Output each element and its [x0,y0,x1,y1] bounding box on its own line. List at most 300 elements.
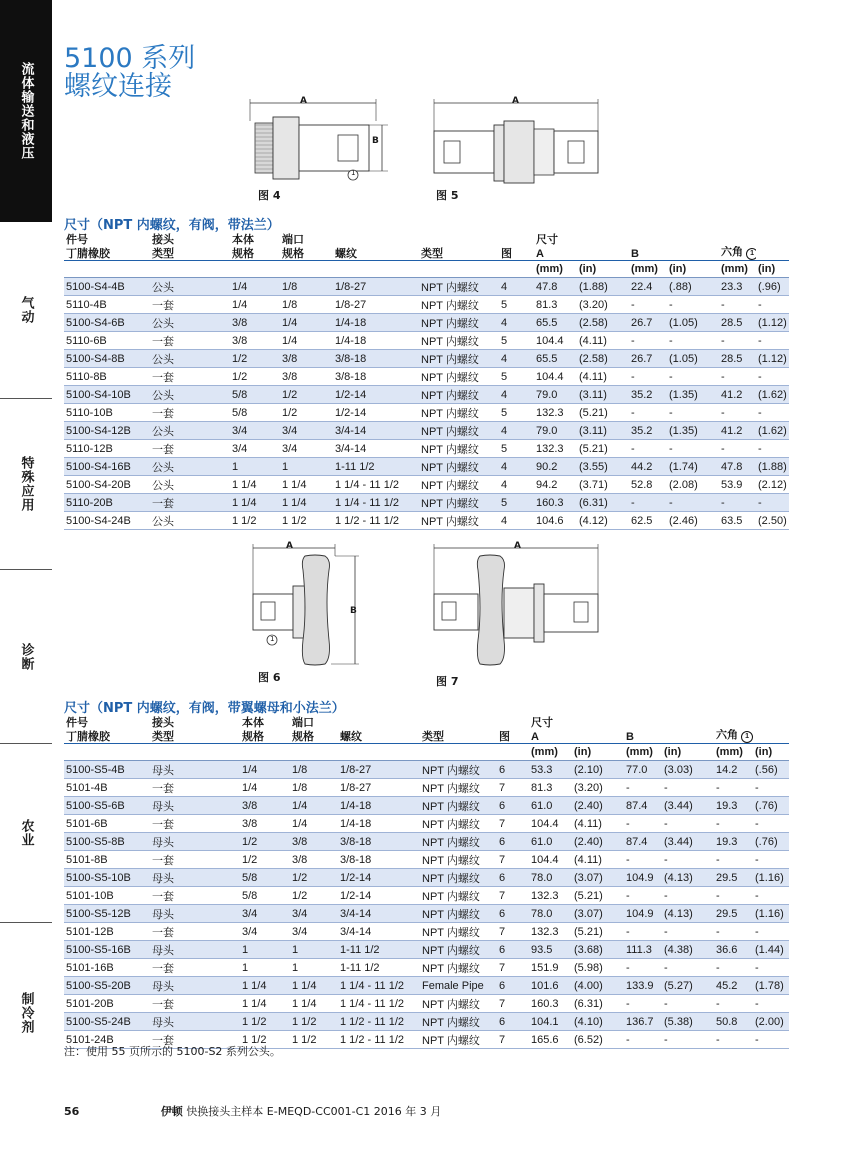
cell-b-in: - [669,406,673,419]
cell-hex-in: (1.16) [753,869,789,887]
sidebar-tab-label: 特殊应用 [18,456,34,512]
cell-b-mm: - [629,494,667,512]
cell-hex-in: (1.44) [753,941,789,959]
cell-hex-in: - [755,961,759,974]
cell-a-mm: 160.3 [534,494,577,512]
cell-thread: 3/4-14 [333,422,419,440]
cell-hex-mm: - [719,494,756,512]
cell-a-mm: 101.6 [529,977,572,995]
cell-body-size: 1 1/2 [242,1033,267,1046]
cell-b-mm: 35.2 [629,386,667,404]
header-port: 端口 [292,717,314,729]
cell-thread-type: NPT 内螺纹 [419,494,499,512]
cell-thread-type: NPT 内螺纹 [419,458,499,476]
cell-port-size: 1/2 [282,406,298,419]
cell-port-size: 3/8 [282,370,298,383]
table-row [64,779,789,797]
cell-a-in: (6.31) [577,494,629,512]
cell-thread-type: NPT 内螺纹 [420,941,497,959]
cell-thread-type: NPT 内螺纹 [420,833,497,851]
cell-part-number: 5110-4B [66,298,107,311]
header-body-sub: 规格 [242,731,264,743]
cell-coupling-type: 一套 [152,443,174,456]
cell-coupling-type: 母头 [150,941,240,959]
unit-mm: (mm) [531,746,558,758]
cell-part-number: 5101-6B [66,817,108,830]
cell-a-mm: 90.2 [534,458,577,476]
cell-coupling-type: 一套 [152,926,174,939]
fig5-dim-a: A [512,96,519,106]
cell-figure: 6 [497,869,529,887]
cell-port-size: 3/4 [282,442,298,455]
cell-figure: 7 [499,853,506,866]
cell-thread: 1 1/2 - 11 1/2 [335,514,400,527]
cell-hex-in: - [755,997,759,1010]
cell-part-number: 5101-10B [66,889,114,902]
cell-b-mm: 35.2 [629,422,667,440]
unit-in: (in) [758,263,776,275]
table-row [64,851,789,869]
table-row [64,887,789,905]
cell-figure: 6 [497,761,529,779]
cell-body-size: 5/8 [230,386,280,404]
cell-b-mm: 136.7 [624,1013,662,1031]
cell-body-size: 1 [242,961,249,974]
unit-mm: (mm) [536,263,563,275]
table-row [64,869,789,887]
table-row [64,941,789,959]
cell-figure: 7 [499,925,506,938]
cell-part-number: 5100-S4-24B [66,514,131,527]
cell-thread-type: NPT 内螺纹 [419,278,499,296]
cell-a-in: (6.52) [574,1033,603,1046]
cell-b-mm: - [626,817,630,830]
cell-coupling-type: 母头 [150,833,240,851]
cell-coupling-type: 公头 [150,422,230,440]
sidebar-tab-label: 制冷剂 [18,992,34,1034]
cell-thread-type: NPT 内螺纹 [422,854,480,867]
cell-hex-in: - [758,442,762,455]
cell-hex-in: (1.78) [753,977,789,995]
header-size: 尺寸 [531,717,553,729]
header-port-sub: 规格 [292,731,314,743]
header-part-material: 丁腈橡胶 [66,248,110,260]
cell-thread: 1/8-27 [338,761,420,779]
cell-coupling-type: 公头 [150,386,230,404]
header-type-sub: 类型 [152,731,174,743]
table-units-row [64,744,789,761]
header-body-sub: 规格 [232,248,254,260]
cell-port-size: 1/4 [282,334,298,347]
cell-coupling-type: 一套 [152,890,174,903]
cell-coupling-type: 一套 [152,371,174,384]
page-number: 56 [64,1105,80,1118]
table-row [64,815,789,833]
fig4-dim-b: B [372,136,379,146]
cell-port-size: 1/2 [290,869,338,887]
cell-hex-mm: 23.3 [719,278,756,296]
cell-a-mm: 104.1 [529,1013,572,1031]
cell-thread: 1/4-18 [338,797,420,815]
cell-thread-type: NPT 内螺纹 [419,386,499,404]
cell-body-size: 1/2 [242,853,258,866]
cell-b-in: (.88) [667,278,719,296]
cell-figure: 7 [499,889,506,902]
cell-coupling-type: 母头 [150,869,240,887]
cell-b-mm: 87.4 [624,833,662,851]
cell-thread: 1/2-14 [333,386,419,404]
cell-a-mm: 79.0 [534,422,577,440]
cell-hex-in: - [755,781,759,794]
dimension-table-2 [64,716,789,1049]
cell-b-mm: 62.5 [631,514,653,527]
cell-b-mm: - [626,997,630,1010]
cell-b-in: (3.03) [662,761,714,779]
cell-thread: 1/2-14 [340,889,372,902]
cell-coupling-type: 公头 [150,458,230,476]
cell-part-number: 5100-S4-6B [64,314,150,332]
header-type: 接头 [152,717,174,729]
cell-thread: 1/4-18 [340,817,372,830]
cell-thread-type: NPT 内螺纹 [420,1013,497,1031]
cell-a-in: (5.21) [574,889,603,902]
unit-in: (in) [755,746,773,758]
cell-port-size: 1 1/4 [280,494,333,512]
cell-hex-mm: - [716,925,720,938]
cell-thread-type: NPT 内螺纹 [420,869,497,887]
cell-b-in: (4.13) [662,869,714,887]
cell-part-number: 5100-S5-10B [64,869,150,887]
cell-thread: 1/2-14 [335,406,367,419]
unit-mm: (mm) [721,263,748,275]
cell-coupling-type: 母头 [150,905,240,923]
cell-coupling-type: 一套 [152,818,174,831]
header-thread: 螺纹 [335,248,357,260]
cell-thread: 3/4-14 [335,442,367,455]
cell-part-number: 5100-S5-20B [64,977,150,995]
cell-thread-type: NPT 内螺纹 [421,371,479,384]
fig4-dim-a: A [300,96,307,106]
figure-5-caption: 图 5 [436,189,459,202]
cell-body-size: 3/4 [242,925,258,938]
cell-hex-mm: - [716,817,720,830]
cell-hex-in: (.76) [753,833,789,851]
sidebar-tab-agriculture[interactable] [0,744,52,922]
cell-a-in: (3.55) [577,458,629,476]
cell-b-in: - [664,781,668,794]
cell-thread-type: NPT 内螺纹 [422,962,480,975]
cell-a-mm: 79.0 [534,386,577,404]
footer-brand: 伊顿 [160,1105,183,1118]
cell-b-mm: 52.8 [631,478,653,491]
cell-b-in: - [669,442,673,455]
cell-part-number: 5101-20B [66,997,114,1010]
unit-in: (in) [669,263,687,275]
cell-hex-in: (1.88) [756,458,789,476]
cell-b-in: (1.05) [667,314,719,332]
cell-coupling-type: 公头 [152,479,174,492]
cell-thread: 1 1/2 - 11 1/2 [340,1033,405,1046]
cell-figure: 5 [501,442,508,455]
table-row [64,314,789,332]
cell-b-mm: 26.7 [629,314,667,332]
cell-thread: 3/4-14 [338,905,420,923]
cell-a-mm: 81.3 [536,298,558,311]
cell-thread: 1-11 1/2 [333,458,419,476]
cell-hex-mm: 28.5 [719,350,756,368]
table-header-row [64,246,789,261]
table-row [64,350,789,368]
cell-a-mm: 61.0 [529,833,572,851]
cell-a-in: (3.11) [577,386,629,404]
cell-port-size: 1/4 [290,797,338,815]
cell-thread: 3/8-18 [338,833,420,851]
cell-body-size: 1/4 [240,761,290,779]
sidebar-tab-special[interactable] [0,399,52,569]
unit-mm: (mm) [716,746,743,758]
cell-b-in: (5.38) [662,1013,714,1031]
page-title: 5100 系列 [64,43,196,74]
cell-b-in: - [664,853,668,866]
cell-figure: 4 [499,458,534,476]
cell-a-in: (2.58) [577,350,629,368]
cell-hex-mm: - [716,781,720,794]
header-hex: 六角 1 [719,246,756,261]
header-size: 尺寸 [536,234,558,246]
figure-6-caption: 图 6 [258,671,281,684]
cell-coupling-type: 一套 [152,407,174,420]
cell-hex-in: (2.12) [758,478,787,491]
cell-figure: 4 [499,422,534,440]
cell-hex-in: - [758,334,762,347]
cell-part-number: 5100-S5-4B [64,761,150,779]
cell-figure: 5 [501,334,508,347]
cell-thread-type: NPT 内螺纹 [422,1034,480,1047]
table-units-row [64,261,789,278]
cell-hex-in: - [755,853,759,866]
table-row [64,458,789,476]
cell-hex-mm: - [716,1033,720,1046]
cell-a-mm: 78.0 [529,869,572,887]
cell-hex-mm: 47.8 [719,458,756,476]
cell-body-size: 1 1/4 [232,478,257,491]
header-fig: 图 [501,248,512,260]
cell-b-mm: - [626,925,630,938]
cell-body-size: 1/4 [242,781,258,794]
cell-a-in: (2.58) [577,314,629,332]
cell-a-in: (4.11) [579,370,607,383]
footnote: 注：使用 55 页所示的 5100-S2 系列公头。 [64,1045,281,1058]
cell-a-mm: 151.9 [531,961,559,974]
cell-b-mm: - [631,370,635,383]
cell-hex-in: (1.12) [756,314,789,332]
cell-figure: 4 [501,514,508,527]
figure-7-drawing [428,540,608,670]
cell-hex-mm: - [721,442,725,455]
cell-a-mm: 94.2 [536,478,558,491]
table-body [64,278,789,530]
cell-hex-in: - [758,406,762,419]
cell-a-mm: 104.4 [531,853,559,866]
sidebar-tab-fluid-hydraulic[interactable] [0,0,52,222]
cell-figure: 6 [497,977,529,995]
cell-thread-type: NPT 内螺纹 [419,314,499,332]
cell-a-mm: 81.3 [531,781,553,794]
cell-a-mm: 132.3 [531,925,559,938]
header-body: 本体 [232,234,254,246]
cell-b-in: (4.13) [662,905,714,923]
page-footer [64,1103,441,1119]
cell-coupling-type: 一套 [152,335,174,348]
cell-a-in: (3.20) [579,298,608,311]
cell-body-size: 3/4 [230,422,280,440]
cell-body-size: 3/8 [232,334,248,347]
cell-a-in: (3.20) [574,781,603,794]
cell-b-in: - [664,961,668,974]
cell-thread: 1/8-27 [335,298,367,311]
cell-thread: 1-11 1/2 [340,961,380,974]
unit-mm: (mm) [631,263,658,275]
cell-b-mm: 104.9 [624,905,662,923]
cell-thread-type: NPT 内螺纹 [422,926,480,939]
cell-port-size: 1 [280,458,333,476]
table-row [64,512,789,530]
cell-part-number: 5100-S4-10B [64,386,150,404]
cell-hex-mm: - [721,406,725,419]
cell-a-mm: 165.6 [531,1033,559,1046]
cell-hex-mm: 14.2 [714,761,753,779]
cell-body-size: 5/8 [232,406,248,419]
table-row [64,278,789,296]
cell-b-in: - [669,298,673,311]
cell-hex-in: (2.00) [753,1013,789,1031]
cell-a-mm: 53.3 [529,761,572,779]
cell-b-in: (1.05) [667,350,719,368]
cell-b-in: (1.35) [667,386,719,404]
cell-a-in: (4.11) [574,817,602,830]
cell-part-number: 5110-20B [64,494,150,512]
cell-port-size: 3/4 [290,905,338,923]
cell-b-mm: - [631,334,635,347]
cell-coupling-type: 一套 [152,1034,174,1047]
header-a: A [531,731,539,743]
cell-b-in: - [664,997,668,1010]
cell-body-size: 1/2 [240,833,290,851]
cell-a-mm: 104.4 [531,817,559,830]
cell-body-size: 5/8 [242,889,258,902]
cell-hex-in: (1.62) [756,422,789,440]
cell-hex-in: - [758,370,762,383]
cell-b-in: (5.27) [662,977,714,995]
cell-a-in: (2.40) [572,833,624,851]
cell-hex-mm: 63.5 [721,514,743,527]
table-row [64,797,789,815]
header-body: 本体 [242,717,264,729]
cell-figure: 7 [499,1033,506,1046]
cell-hex-mm: 28.5 [719,314,756,332]
cell-a-mm: 65.5 [534,350,577,368]
figure-4-caption: 图 4 [258,189,281,202]
figure-7-caption: 图 7 [436,675,459,688]
cell-thread-type: NPT 内螺纹 [419,422,499,440]
cell-a-mm: 132.3 [531,889,559,902]
cell-thread: 1/4-18 [335,334,367,347]
header-kind: 类型 [422,731,444,743]
cell-thread-type: NPT 内螺纹 [421,479,479,492]
cell-hex-in: (1.16) [753,905,789,923]
cell-coupling-type: 一套 [152,962,174,975]
cell-port-size: 1 [292,961,299,974]
cell-coupling-type: 公头 [152,515,174,528]
cell-a-in: (4.12) [579,514,608,527]
cell-coupling-type: 一套 [152,782,174,795]
cell-hex-in: (.76) [753,797,789,815]
cell-thread: 3/8-18 [333,350,419,368]
cell-b-in: - [667,494,719,512]
cell-thread-type: NPT 内螺纹 [422,818,480,831]
cell-port-size: 1 1/2 [290,1013,338,1031]
dimension-table-1 [64,233,789,530]
hex-callout-icon: 1 [741,731,753,743]
unit-in: (in) [664,746,682,758]
cell-figure: 5 [501,370,508,383]
sidebar-tab-label: 诊断 [18,642,34,671]
cell-b-mm: - [626,889,630,902]
cell-a-mm: 78.0 [529,905,572,923]
table-row [64,959,789,977]
table-header-row [64,716,789,729]
cell-body-size: 1 [230,458,280,476]
cell-port-size: 3/4 [280,422,333,440]
cell-part-number: 5110-8B [66,370,107,383]
cell-part-number: 5110-6B [66,334,107,347]
sidebar-tab-refrigerant[interactable] [0,923,52,1103]
sidebar-tab-pneumatic[interactable] [0,222,52,398]
page-subtitle: 螺纹连接 [64,71,172,102]
cell-port-size: 1 [290,941,338,959]
cell-hex-mm: 53.9 [721,478,743,491]
cell-b-mm: - [626,781,630,794]
cell-hex-in: - [755,1033,759,1046]
table-row [64,440,789,458]
cell-thread-type: NPT 内螺纹 [419,350,499,368]
cell-figure: 4 [499,386,534,404]
cell-port-size: 1 1/4 [282,478,307,491]
cell-figure: 4 [499,350,534,368]
header-b: B [631,248,639,260]
cell-thread: 1/8-27 [340,781,372,794]
cell-body-size: 3/8 [240,797,290,815]
cell-b-mm: 22.4 [629,278,667,296]
table-row [64,332,789,350]
cell-thread-type: NPT 内螺纹 [421,443,479,456]
cell-thread-type: Female Pipe [420,977,497,995]
header-part-material: 丁腈橡胶 [66,731,110,743]
cell-figure: 4 [499,314,534,332]
cell-thread-type: NPT 内螺纹 [421,515,479,528]
cell-coupling-type: 公头 [150,350,230,368]
cell-coupling-type: 母头 [150,797,240,815]
cell-figure: 7 [499,817,506,830]
cell-b-mm: 111.3 [624,941,662,959]
section-2-heading: 尺寸（NPT 内螺纹，有阀，带翼螺母和小法兰） [64,701,345,716]
header-type: 接头 [152,234,174,246]
header-fig: 图 [499,731,510,743]
cell-thread-type: NPT 内螺纹 [420,761,497,779]
cell-hex-in: - [758,298,762,311]
sidebar-tab-diagnostics[interactable] [0,570,52,743]
table-row [64,404,789,422]
